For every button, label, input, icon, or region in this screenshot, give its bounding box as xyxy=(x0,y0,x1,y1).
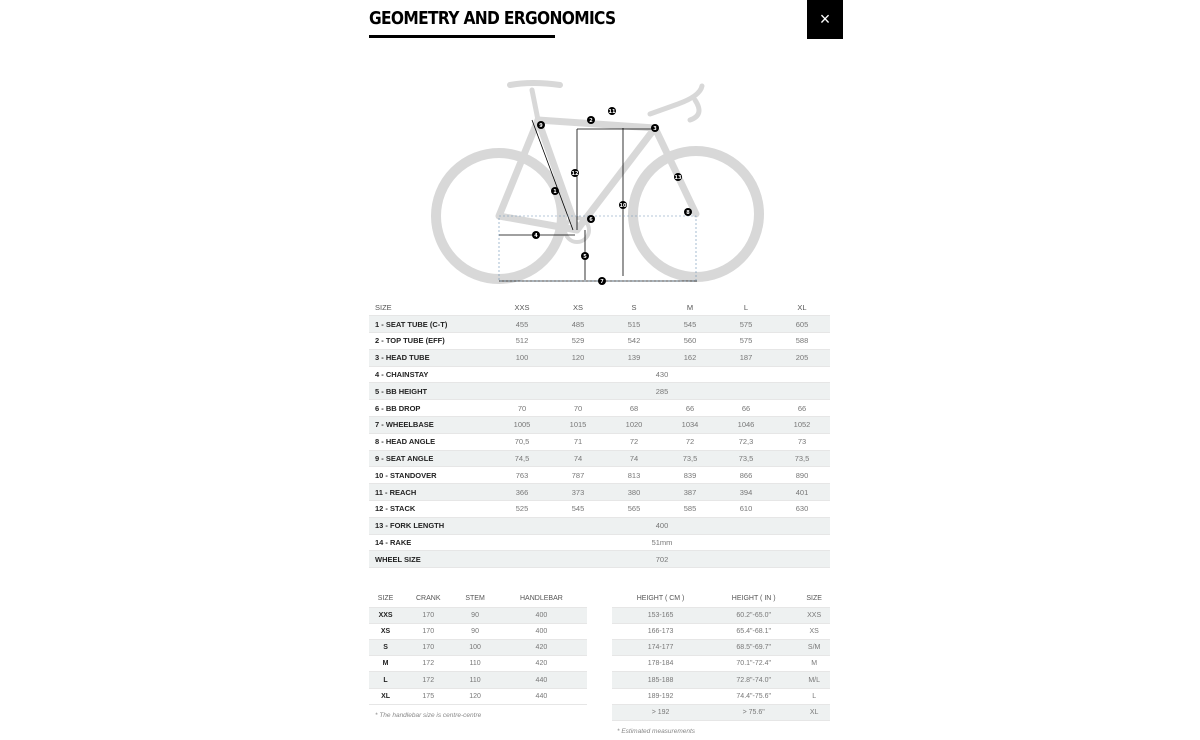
sizing-cell: 189-192 xyxy=(612,688,709,704)
sizing-cell: XXS xyxy=(798,607,830,623)
diagram-marker xyxy=(537,121,545,129)
geometry-cell: 73,5 xyxy=(662,450,718,467)
components-cell: 440 xyxy=(496,688,587,704)
geometry-row-label: 13 - FORK LENGTH xyxy=(369,517,494,534)
components-row xyxy=(369,656,587,672)
sizing-header-in: HEIGHT ( IN ) xyxy=(709,591,798,607)
geometry-cell: 380 xyxy=(606,484,662,501)
geometry-cell: 366 xyxy=(494,484,550,501)
geometry-cell: 512 xyxy=(494,333,550,350)
geometry-cell: 387 xyxy=(662,484,718,501)
geometry-cell: 1005 xyxy=(494,417,550,434)
geometry-header-row xyxy=(369,299,830,316)
components-cell: XL xyxy=(369,688,402,704)
geometry-table xyxy=(369,299,830,568)
components-header-row xyxy=(369,591,587,607)
sizing-table xyxy=(612,591,830,721)
geometry-cell: 120 xyxy=(550,349,606,366)
geometry-row-label: 10 - STANDOVER xyxy=(369,467,494,484)
geometry-row xyxy=(369,450,830,467)
frame xyxy=(499,120,696,230)
svg-text:4: 4 xyxy=(534,233,538,239)
geometry-cell: 74 xyxy=(550,450,606,467)
geometry-cell: 1015 xyxy=(550,417,606,434)
sizing-cell: 166-173 xyxy=(612,623,709,639)
geometry-cell: 400 xyxy=(494,517,830,534)
sizing-cell: XL xyxy=(798,704,830,720)
geometry-cell: 66 xyxy=(774,400,830,417)
geometry-row xyxy=(369,484,830,501)
sizing-cell: M xyxy=(798,656,830,672)
geometry-cell: 373 xyxy=(550,484,606,501)
geometry-cell: 542 xyxy=(606,333,662,350)
components-cell: 170 xyxy=(402,640,454,656)
diagram-marker xyxy=(684,208,692,216)
geometry-row xyxy=(369,383,830,400)
geometry-cell: 560 xyxy=(662,333,718,350)
geometry-cell: 72 xyxy=(606,433,662,450)
sizing-row xyxy=(612,607,830,623)
components-header-crank: CRANK xyxy=(402,591,454,607)
geometry-cell: 702 xyxy=(494,551,830,568)
geometry-header-m: M xyxy=(662,299,718,316)
geometry-cell: 630 xyxy=(774,501,830,518)
sizing-row xyxy=(612,688,830,704)
svg-text:10: 10 xyxy=(619,203,627,209)
geometry-row-label: 6 - BB DROP xyxy=(369,400,494,417)
components-cell: L xyxy=(369,672,402,688)
sizing-header-cm: HEIGHT ( CM ) xyxy=(612,591,709,607)
geometry-cell: 529 xyxy=(550,333,606,350)
geometry-row-label: 11 - REACH xyxy=(369,484,494,501)
diagram-marker xyxy=(619,201,627,209)
sizing-cell: 68.5"-69.7" xyxy=(709,640,798,656)
geometry-row xyxy=(369,551,830,568)
geometry-header-s: S xyxy=(606,299,662,316)
components-header-stem: STEM xyxy=(454,591,495,607)
geometry-cell: 70 xyxy=(550,400,606,417)
components-cell: XXS xyxy=(369,607,402,623)
geometry-cell: 72,3 xyxy=(718,433,774,450)
sizing-cell: 174-177 xyxy=(612,640,709,656)
sizing-cell: XS xyxy=(798,623,830,639)
geometry-cell: 71 xyxy=(550,433,606,450)
svg-text:11: 11 xyxy=(608,109,616,115)
components-cell: XS xyxy=(369,623,402,639)
diagram-marker xyxy=(571,169,579,177)
sizing-header-size: SIZE xyxy=(798,591,830,607)
geometry-row xyxy=(369,333,830,350)
diagram-marker xyxy=(608,107,616,115)
svg-text:2: 2 xyxy=(589,118,593,124)
sizing-cell: 153-165 xyxy=(612,607,709,623)
geometry-header-l: L xyxy=(718,299,774,316)
components-cell: 120 xyxy=(454,688,495,704)
geometry-cell: 430 xyxy=(494,366,830,383)
handlebar xyxy=(650,86,702,120)
geometry-cell: 585 xyxy=(662,501,718,518)
svg-text:5: 5 xyxy=(583,254,587,260)
geometry-row xyxy=(369,316,830,333)
components-cell: 170 xyxy=(402,623,454,639)
geometry-cell: 70 xyxy=(494,400,550,417)
geometry-cell: 139 xyxy=(606,349,662,366)
components-cell: 400 xyxy=(496,607,587,623)
geometry-cell: 66 xyxy=(718,400,774,417)
components-cell: M xyxy=(369,656,402,672)
geometry-cell: 70,5 xyxy=(494,433,550,450)
geometry-row xyxy=(369,433,830,450)
sizing-row xyxy=(612,656,830,672)
diagram-marker xyxy=(651,124,659,132)
sizing-cell: > 75.6" xyxy=(709,704,798,720)
geometry-cell: 866 xyxy=(718,467,774,484)
geometry-cell: 588 xyxy=(774,333,830,350)
sizing-cell: 185-188 xyxy=(612,672,709,688)
sizing-header-row xyxy=(612,591,830,607)
geometry-cell: 51mm xyxy=(494,534,830,551)
sizing-cell: 65.4"-68.1" xyxy=(709,623,798,639)
svg-text:13: 13 xyxy=(674,175,682,181)
geometry-cell: 605 xyxy=(774,316,830,333)
diagram-marker xyxy=(532,231,540,239)
sizing-cell: 70.1"-72.4" xyxy=(709,656,798,672)
diagram-marker xyxy=(587,116,595,124)
components-row xyxy=(369,672,587,688)
components-row xyxy=(369,623,587,639)
geometry-cell: 485 xyxy=(550,316,606,333)
svg-text:1: 1 xyxy=(553,189,557,195)
geometry-cell: 839 xyxy=(662,467,718,484)
geometry-cell: 187 xyxy=(718,349,774,366)
title-underline xyxy=(369,35,555,38)
geometry-cell: 72 xyxy=(662,433,718,450)
sizing-cell: L xyxy=(798,688,830,704)
svg-text:7: 7 xyxy=(600,279,604,285)
geometry-cell: 100 xyxy=(494,349,550,366)
geometry-row xyxy=(369,534,830,551)
components-cell: 110 xyxy=(454,672,495,688)
svg-text:8: 8 xyxy=(686,210,690,216)
geometry-cell: 394 xyxy=(718,484,774,501)
diagram-marker xyxy=(587,215,595,223)
geometry-cell: 205 xyxy=(774,349,830,366)
geometry-cell: 545 xyxy=(550,501,606,518)
geometry-row-label: 8 - HEAD ANGLE xyxy=(369,433,494,450)
geometry-cell: 565 xyxy=(606,501,662,518)
components-cell: 175 xyxy=(402,688,454,704)
geometry-cell: 525 xyxy=(494,501,550,518)
components-cell: 420 xyxy=(496,640,587,656)
components-cell: 172 xyxy=(402,672,454,688)
geometry-cell: 162 xyxy=(662,349,718,366)
components-header-handlebar: HANDLEBAR xyxy=(496,591,587,607)
components-cell: 170 xyxy=(402,607,454,623)
components-header-size: SIZE xyxy=(369,591,402,607)
geometry-row xyxy=(369,517,830,534)
svg-text:9: 9 xyxy=(539,123,543,129)
page-title: GEOMETRY AND ERGONOMICS xyxy=(369,8,616,29)
geometry-row-label: 14 - RAKE xyxy=(369,534,494,551)
geometry-row-label: 2 - TOP TUBE (EFF) xyxy=(369,333,494,350)
sizing-cell: M/L xyxy=(798,672,830,688)
svg-text:3: 3 xyxy=(653,126,657,132)
geometry-row-label: 9 - SEAT ANGLE xyxy=(369,450,494,467)
geometry-row-label: WHEEL SIZE xyxy=(369,551,494,568)
geometry-cell: 74,5 xyxy=(494,450,550,467)
geometry-header-xl: XL xyxy=(774,299,830,316)
components-cell: 90 xyxy=(454,607,495,623)
geometry-header-size: SIZE xyxy=(369,299,494,316)
diagram-marker xyxy=(581,252,589,260)
sizing-cell: S/M xyxy=(798,640,830,656)
sizing-cell: 178-184 xyxy=(612,656,709,672)
close-button[interactable] xyxy=(807,0,843,39)
components-cell: 420 xyxy=(496,656,587,672)
estimate-note: * Estimated measurements xyxy=(617,728,696,735)
sizing-cell: 74.4"-75.6" xyxy=(709,688,798,704)
geometry-cell: 74 xyxy=(606,450,662,467)
geometry-cell: 787 xyxy=(550,467,606,484)
sizing-row xyxy=(612,640,830,656)
geometry-row xyxy=(369,400,830,417)
components-row xyxy=(369,640,587,656)
geometry-row xyxy=(369,366,830,383)
geometry-cell: 575 xyxy=(718,316,774,333)
geometry-row xyxy=(369,467,830,484)
geometry-row-label: 7 - WHEELBASE xyxy=(369,417,494,434)
geometry-row-label: 4 - CHAINSTAY xyxy=(369,366,494,383)
components-cell: 110 xyxy=(454,656,495,672)
geometry-cell: 68 xyxy=(606,400,662,417)
geometry-cell: 1034 xyxy=(662,417,718,434)
diagram-marker xyxy=(598,277,606,285)
geometry-row xyxy=(369,417,830,434)
diagram-marker xyxy=(674,173,682,181)
geometry-row xyxy=(369,349,830,366)
geometry-cell: 1046 xyxy=(718,417,774,434)
geometry-row-label: 1 - SEAT TUBE (C-T) xyxy=(369,316,494,333)
geometry-row-label: 12 - STACK xyxy=(369,501,494,518)
geometry-cell: 73,5 xyxy=(718,450,774,467)
components-cell: 440 xyxy=(496,672,587,688)
saddle xyxy=(510,83,560,85)
geometry-cell: 455 xyxy=(494,316,550,333)
sizing-cell: 60.2"-65.0" xyxy=(709,607,798,623)
sizing-row xyxy=(612,672,830,688)
sizing-row xyxy=(612,623,830,639)
components-cell: 172 xyxy=(402,656,454,672)
components-cell: S xyxy=(369,640,402,656)
sizing-cell: 72.8"-74.0" xyxy=(709,672,798,688)
geometry-header-xs: XS xyxy=(550,299,606,316)
geometry-cell: 515 xyxy=(606,316,662,333)
geometry-cell: 545 xyxy=(662,316,718,333)
geometry-cell: 610 xyxy=(718,501,774,518)
geometry-cell: 73 xyxy=(774,433,830,450)
geometry-cell: 763 xyxy=(494,467,550,484)
close-icon: × xyxy=(819,9,831,29)
sizing-cell: > 192 xyxy=(612,704,709,720)
geometry-cell: 401 xyxy=(774,484,830,501)
components-cell: 90 xyxy=(454,623,495,639)
components-row xyxy=(369,688,587,704)
seatpost xyxy=(532,90,538,120)
geometry-row-label: 3 - HEAD TUBE xyxy=(369,349,494,366)
handlebar-note: * The handlebar size is centre-centre xyxy=(375,712,482,719)
svg-text:12: 12 xyxy=(571,171,579,177)
geometry-header-xxs: XXS xyxy=(494,299,550,316)
geometry-cell: 1020 xyxy=(606,417,662,434)
components-cell: 100 xyxy=(454,640,495,656)
geometry-cell: 890 xyxy=(774,467,830,484)
sizing-row xyxy=(612,704,830,720)
geometry-cell: 813 xyxy=(606,467,662,484)
geometry-cell: 285 xyxy=(494,383,830,400)
geometry-cell: 575 xyxy=(718,333,774,350)
geometry-cell: 73,5 xyxy=(774,450,830,467)
diagram-marker xyxy=(551,187,559,195)
geometry-cell: 66 xyxy=(662,400,718,417)
geometry-row-label: 5 - BB HEIGHT xyxy=(369,383,494,400)
geometry-cell: 1052 xyxy=(774,417,830,434)
bike-geometry-diagram xyxy=(420,70,780,292)
svg-text:6: 6 xyxy=(589,217,593,223)
components-row xyxy=(369,607,587,623)
components-table xyxy=(369,591,587,705)
components-cell: 400 xyxy=(496,623,587,639)
geometry-row xyxy=(369,501,830,518)
